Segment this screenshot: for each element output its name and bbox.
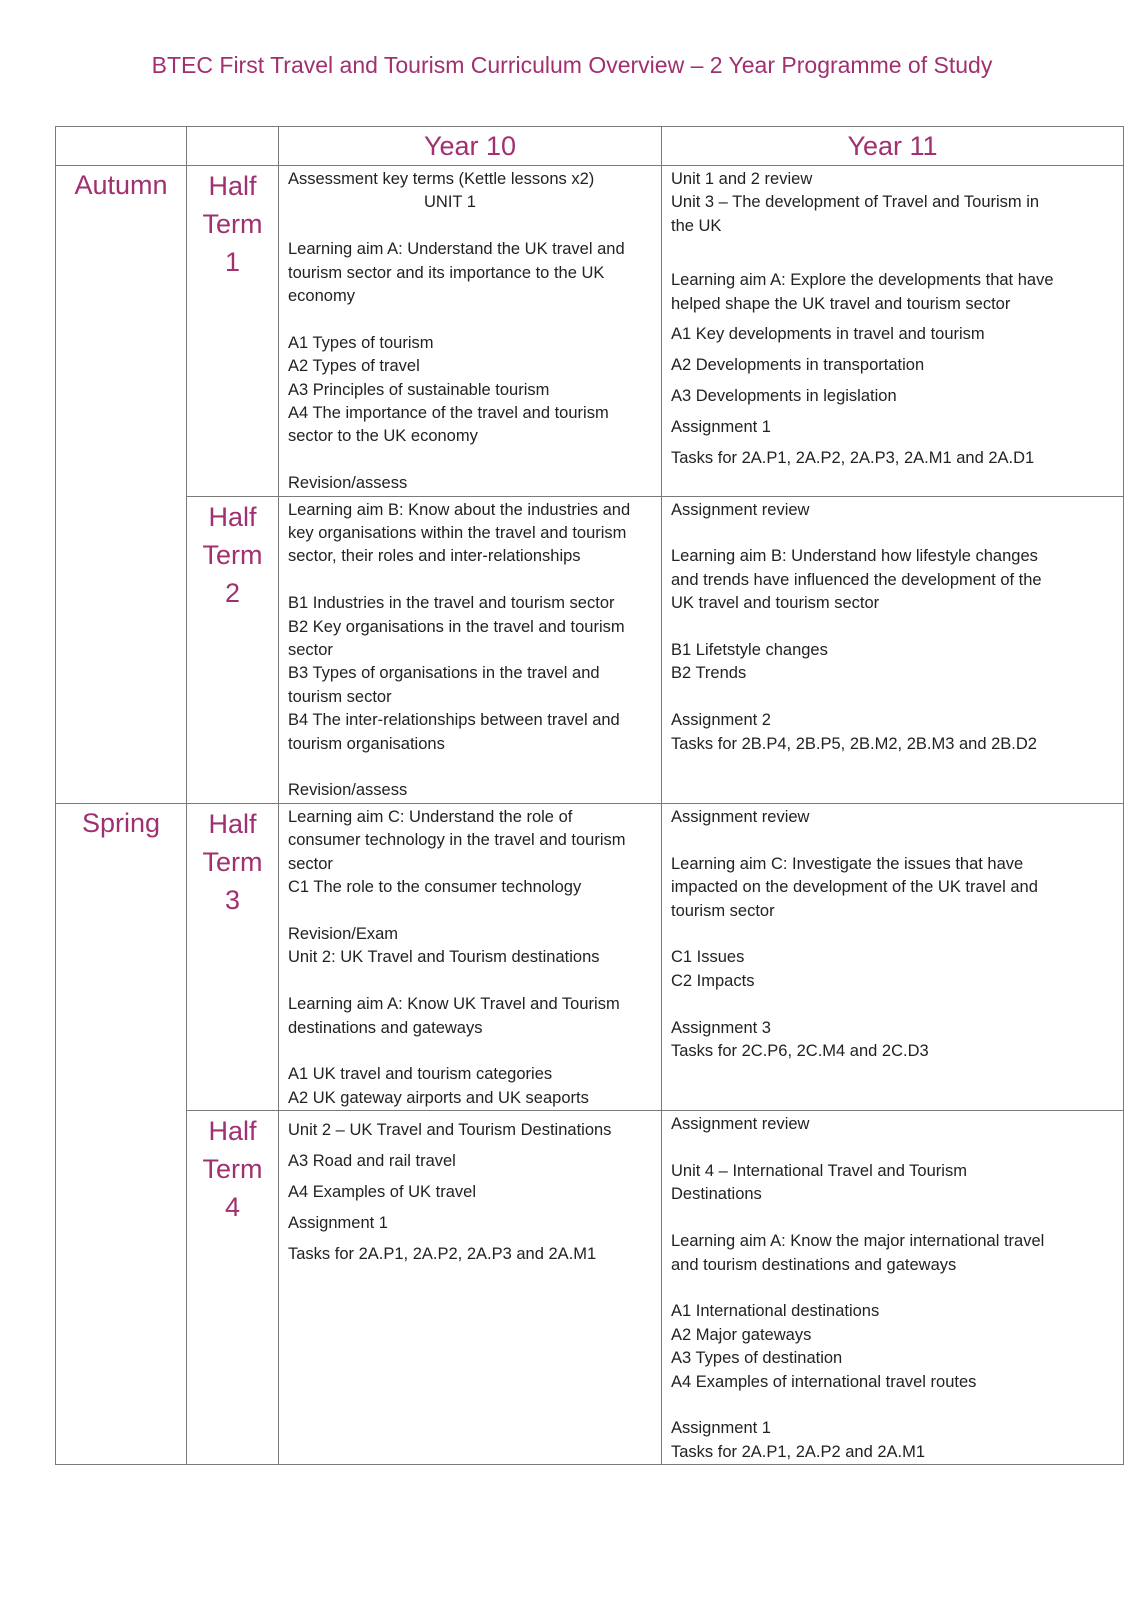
text-line: Tasks for 2A.P1, 2A.P2, 2A.P3 and 2A.M1 [288,1244,597,1263]
text-line: Learning aim C: Investigate the issues that have [671,854,1024,873]
text-line: A3 Road and rail travel [288,1152,456,1171]
text-line: Tasks for 2B.P4, 2B.P5, 2B.M2, 2B.M3 and 2B.D2 [671,734,1037,753]
text-line: Assignment review [671,500,810,519]
text-line: A3 Principles of sustainable tourism [288,380,550,399]
text-line: Assessment key terms (Kettle lessons x2) [288,170,595,188]
text-line: A2 Major gateways [671,1325,812,1344]
text-line: tourism sector and its importance to the UK [288,263,605,282]
text-line: sector [288,854,333,873]
half-term-1-label: Half Term 1 [187,166,279,497]
text-line: A2 Developments in transportation [671,356,925,375]
text-line: C1 Issues [671,948,745,967]
text-line: Destinations [671,1185,762,1204]
text-line: A1 Types of tourism [288,333,434,352]
text-line: Revision/assess [288,781,408,800]
text-line: impacted on the development of the UK travel and [671,878,1038,897]
year10-half-term-4 [279,1111,662,1465]
text-line: economy [288,287,355,306]
text-line: Unit 2 – UK Travel and Tourism Destinations [288,1121,612,1140]
header-year-10: Year 10 [279,127,662,166]
text-line: B2 Key organisations in the travel and tourism [288,617,625,636]
text-line: Learning aim C: Understand the role of [288,807,573,826]
text-line: B1 Lifetstyle changes [671,641,828,660]
header-blank-season [56,127,187,166]
text-line: B2 Trends [671,664,747,683]
text-line: A1 UK travel and tourism categories [288,1065,553,1084]
text-line: key organisations within the travel and tourism [288,524,627,543]
text-line: helped shape the UK travel and tourism sector [671,294,1011,313]
text-line: A4 The importance of the travel and tourism [288,404,609,423]
text-line: Learning aim A: Explore the developments that have [671,271,1054,290]
text-line: A2 Types of travel [288,357,420,376]
text-line: Assignment 1 [288,1213,388,1232]
header-year-11: Year 11 [662,127,1124,166]
text-line: Learning aim A: Know UK Travel and Tourism [288,995,620,1014]
half-term-4-label: Half Term 4 [187,1111,279,1465]
text-line: destinations and gateways [288,1018,483,1037]
half-term-3-label: Half Term 3 [187,803,279,1110]
text-line: Unit 1 and 2 review [671,170,813,188]
header-blank-term [187,127,279,166]
text-line: Assignment 1 [671,418,771,437]
text-line: and trends have influenced the development of the [671,570,1042,589]
text-line: Assignment 3 [671,1018,771,1037]
text-line: Learning aim B: Know about the industries and [288,500,631,519]
text-line: Revision/assess [288,474,408,493]
text-line: sector to the UK economy [288,427,478,446]
text-line: Unit 2: UK Travel and Tourism destinations [288,948,600,967]
document-title: BTEC First Travel and Tourism Curriculum Overview – 2 Year Programme of Study [151,52,993,78]
text-line: Tasks for 2A.P1, 2A.P2 and 2A.M1 [671,1442,926,1461]
text-line: Assignment 1 [671,1419,771,1438]
text-line: the UK [671,216,722,235]
text-line: Learning aim A: Understand the UK travel and [288,240,625,259]
half-term-2-label: Half Term 2 [187,496,279,803]
text-line: A4 Examples of international travel routes [671,1372,977,1391]
text-line: A3 Developments in legislation [671,387,897,406]
text-line: Unit 4 – International Travel and Tourism [671,1161,967,1180]
year11-half-term-4 [662,1111,1124,1465]
text-line: and tourism destinations and gateways [671,1255,957,1274]
half-term-4-row [56,1111,1124,1465]
season-autumn: Autumn [56,166,187,804]
text-line: C2 Impacts [671,971,755,990]
year11-half-term-3 [662,803,1124,1110]
text-line: tourism organisations [288,734,445,753]
text-line: consumer technology in the travel and tourism [288,831,626,850]
text-line: Unit 3 – The development of Travel and Tourism in [671,193,1040,212]
text-line: Learning aim A: Know the major international travel [671,1232,1045,1251]
year11-half-term-1 [662,166,1124,497]
text-line: Tasks for 2A.P1, 2A.P2, 2A.P3, 2A.M1 and 2A.D1 [671,449,1035,468]
text-line: B1 Industries in the travel and tourism sector [288,594,615,613]
text-line: A4 Examples of UK travel [288,1182,476,1201]
half-term-2-row [56,496,1124,803]
text-line: A1 International destinations [671,1302,880,1321]
season-spring: Spring [56,803,187,1464]
half-term-3-row [56,803,1124,1110]
half-term-1-row [56,166,1124,497]
text-line: A2 UK gateway airports and UK seaports [288,1088,589,1107]
curriculum-table [55,126,1124,1465]
text-line: tourism sector [671,901,775,920]
year10-half-term-3 [279,803,662,1110]
text-line: B3 Types of organisations in the travel and [288,664,600,683]
text-line: Assignment 2 [671,711,771,730]
text-line: Revision/Exam [288,924,399,943]
text-line: sector [288,641,333,660]
text-line: tourism sector [288,687,392,706]
text-line: Assignment review [671,807,810,826]
text-line: sector, their roles and inter-relationships [288,547,581,566]
text-line: Tasks for 2C.P6, 2C.M4 and 2C.D3 [671,1041,929,1060]
text-line: B4 The inter-relationships between travel and [288,711,620,730]
text-line: UK travel and tourism sector [671,594,880,613]
text-line: Assignment review [671,1115,810,1134]
text-line: A3 Types of destination [671,1349,843,1368]
header-row [56,127,1124,166]
year10-half-term-2 [279,496,662,803]
text-line: A1 Key developments in travel and tourism [671,325,985,344]
year11-half-term-2 [662,496,1124,803]
text-line: Learning aim B: Understand how lifestyle changes [671,547,1038,566]
year10-half-term-1 [279,166,662,497]
text-line: UNIT 1 [424,193,476,212]
text-line: C1 The role to the consumer technology [288,878,582,897]
